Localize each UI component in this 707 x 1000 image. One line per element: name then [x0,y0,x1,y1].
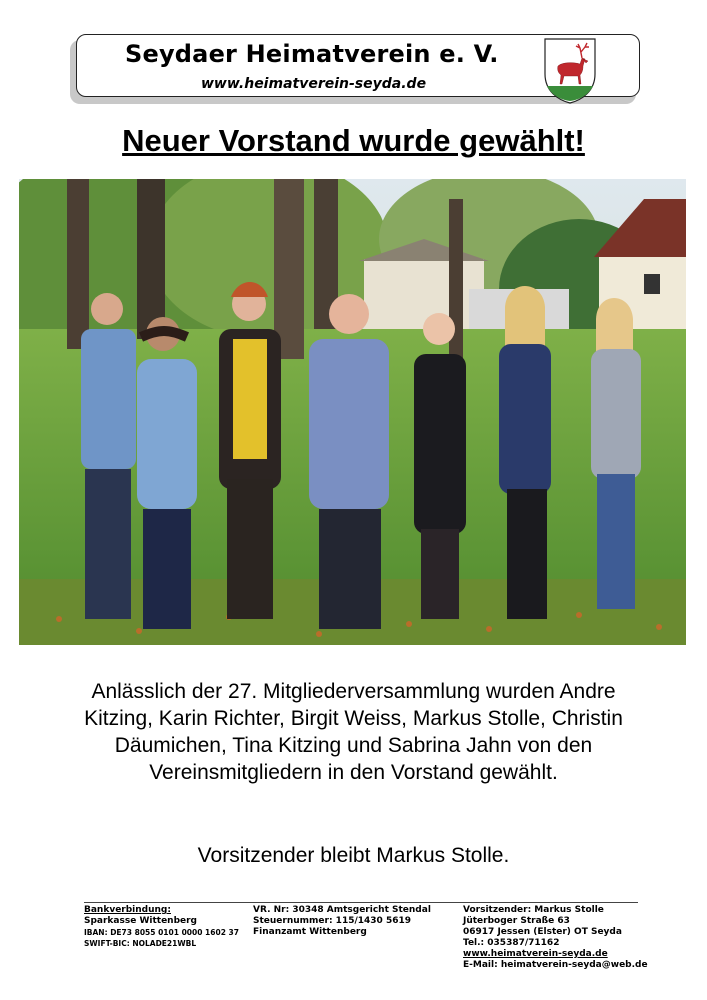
bank-bic: SWIFT-BIC: NOLADE21WBL [84,939,197,948]
page-title: Neuer Vorstand wurde gewählt! [122,123,585,158]
person-4 [309,294,389,629]
bank-name: Sparkasse Wittenberg [84,916,198,926]
person-1 [81,293,136,619]
website-link[interactable]: www.heimatverein-seyda.de [463,949,608,959]
registry-number: VR. Nr: 30348 Amtsgericht Stendal [253,905,431,915]
city-address: 06917 Jessen (Elster) OT Seyda [463,927,622,937]
announcement-paragraph: Anlässlich der 27. Mitgliederversammlung wurden Andre Kitzing, Karin Richter, Birgit Weiss, Markus Stolle, Christin Däumichen, Tina Kitzing und Sabrina Jahn von den Vereinsmitgliedern in den Vorstand gewählt. [84,680,623,784]
street-address: Jüterboger Straße 63 [463,916,570,926]
club-website[interactable]: www.heimatverein-seyda.de [201,76,427,92]
email-address[interactable]: E-Mail: heimatverein-seyda@web.de [463,960,648,970]
group-photo [19,179,686,645]
deer-coat-of-arms-icon [542,36,598,104]
footer-bank-column [84,905,239,949]
person-3 [219,282,281,619]
club-title: Seydaer Heimatverein e. V. [125,40,499,68]
tax-office: Finanzamt Wittenberg [253,927,367,937]
bank-iban: IBAN: DE73 8055 0101 0000 1602 37 [84,928,239,937]
footer-registry-column [253,905,431,938]
chair-name: Vorsitzender: Markus Stolle [463,905,604,915]
phone-number: Tel.: 035387/71162 [463,938,560,948]
person-2 [137,317,197,629]
tax-number: Steuernummer: 115/1430 5619 [253,916,411,926]
person-5 [414,313,466,619]
footer-contact-column [463,905,648,971]
footer-divider [84,902,638,903]
chair-statement: Vorsitzender bleibt Markus Stolle. [197,844,510,867]
bank-heading: Bankverbindung: [84,905,171,915]
